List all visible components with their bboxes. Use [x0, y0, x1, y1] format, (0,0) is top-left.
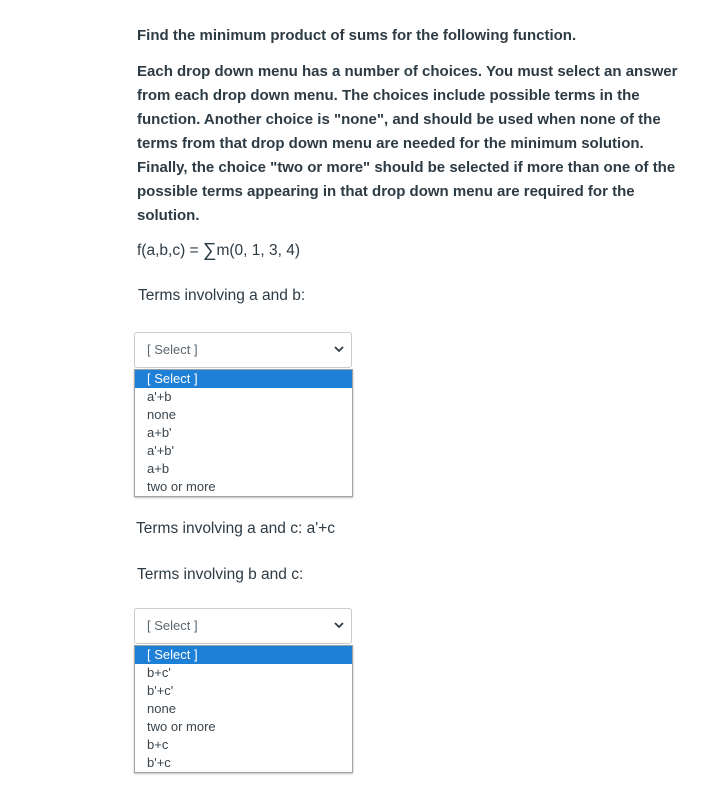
bc-option[interactable]: b+c': [147, 665, 171, 680]
bc-option[interactable]: none: [147, 701, 176, 716]
ab-select[interactable]: [134, 332, 352, 368]
ab-option[interactable]: a+b: [147, 461, 170, 476]
ab-options-list: [134, 369, 353, 497]
bc-option[interactable]: b+c: [147, 737, 169, 752]
function-lhs: f(a,b,c) =: [137, 242, 203, 259]
ab-label: Terms involving a and b:: [138, 287, 306, 304]
ab-option[interactable]: [ Select ]: [135, 370, 352, 388]
bc-option[interactable]: two or more: [147, 719, 216, 734]
ab-option[interactable]: a'+b': [147, 443, 175, 458]
ab-selected-value: [ Select ]: [147, 342, 198, 357]
question-title: Find the minimum product of sums for the following function.: [137, 27, 577, 44]
bc-select[interactable]: [134, 608, 352, 644]
bc-selected-value: [ Select ]: [147, 618, 198, 633]
ab-option[interactable]: a'+b: [147, 389, 172, 404]
function-rhs: m(0, 1, 3, 4): [216, 242, 301, 259]
bc-option[interactable]: [ Select ]: [135, 646, 352, 664]
chevron-down-icon: [333, 343, 345, 355]
bc-options-list: [134, 645, 353, 773]
sigma-symbol: ∑: [202, 240, 217, 261]
bc-option[interactable]: b'+c': [147, 683, 174, 698]
ab-option[interactable]: none: [147, 407, 176, 422]
chevron-down-icon: [333, 619, 345, 631]
function-expression: [137, 240, 300, 262]
question-instructions: Each drop down menu has a number of choices. You must select an answer from each drop down menu. The choices include possible terms in the function. Another choice is "none", and should be used when none of the terms from that drop down menu are needed for the minimum solution. Finally, the choice "two or more" should be selected if more than one of the possible terms appearing in that drop down menu are required for the solution.: [137, 63, 678, 224]
bc-option[interactable]: b'+c: [147, 755, 171, 770]
ab-option[interactable]: a+b': [147, 425, 172, 440]
ab-option[interactable]: two or more: [147, 479, 216, 494]
ac-label: Terms involving a and c: a'+c: [136, 520, 335, 537]
bc-label: Terms involving b and c:: [137, 566, 304, 583]
